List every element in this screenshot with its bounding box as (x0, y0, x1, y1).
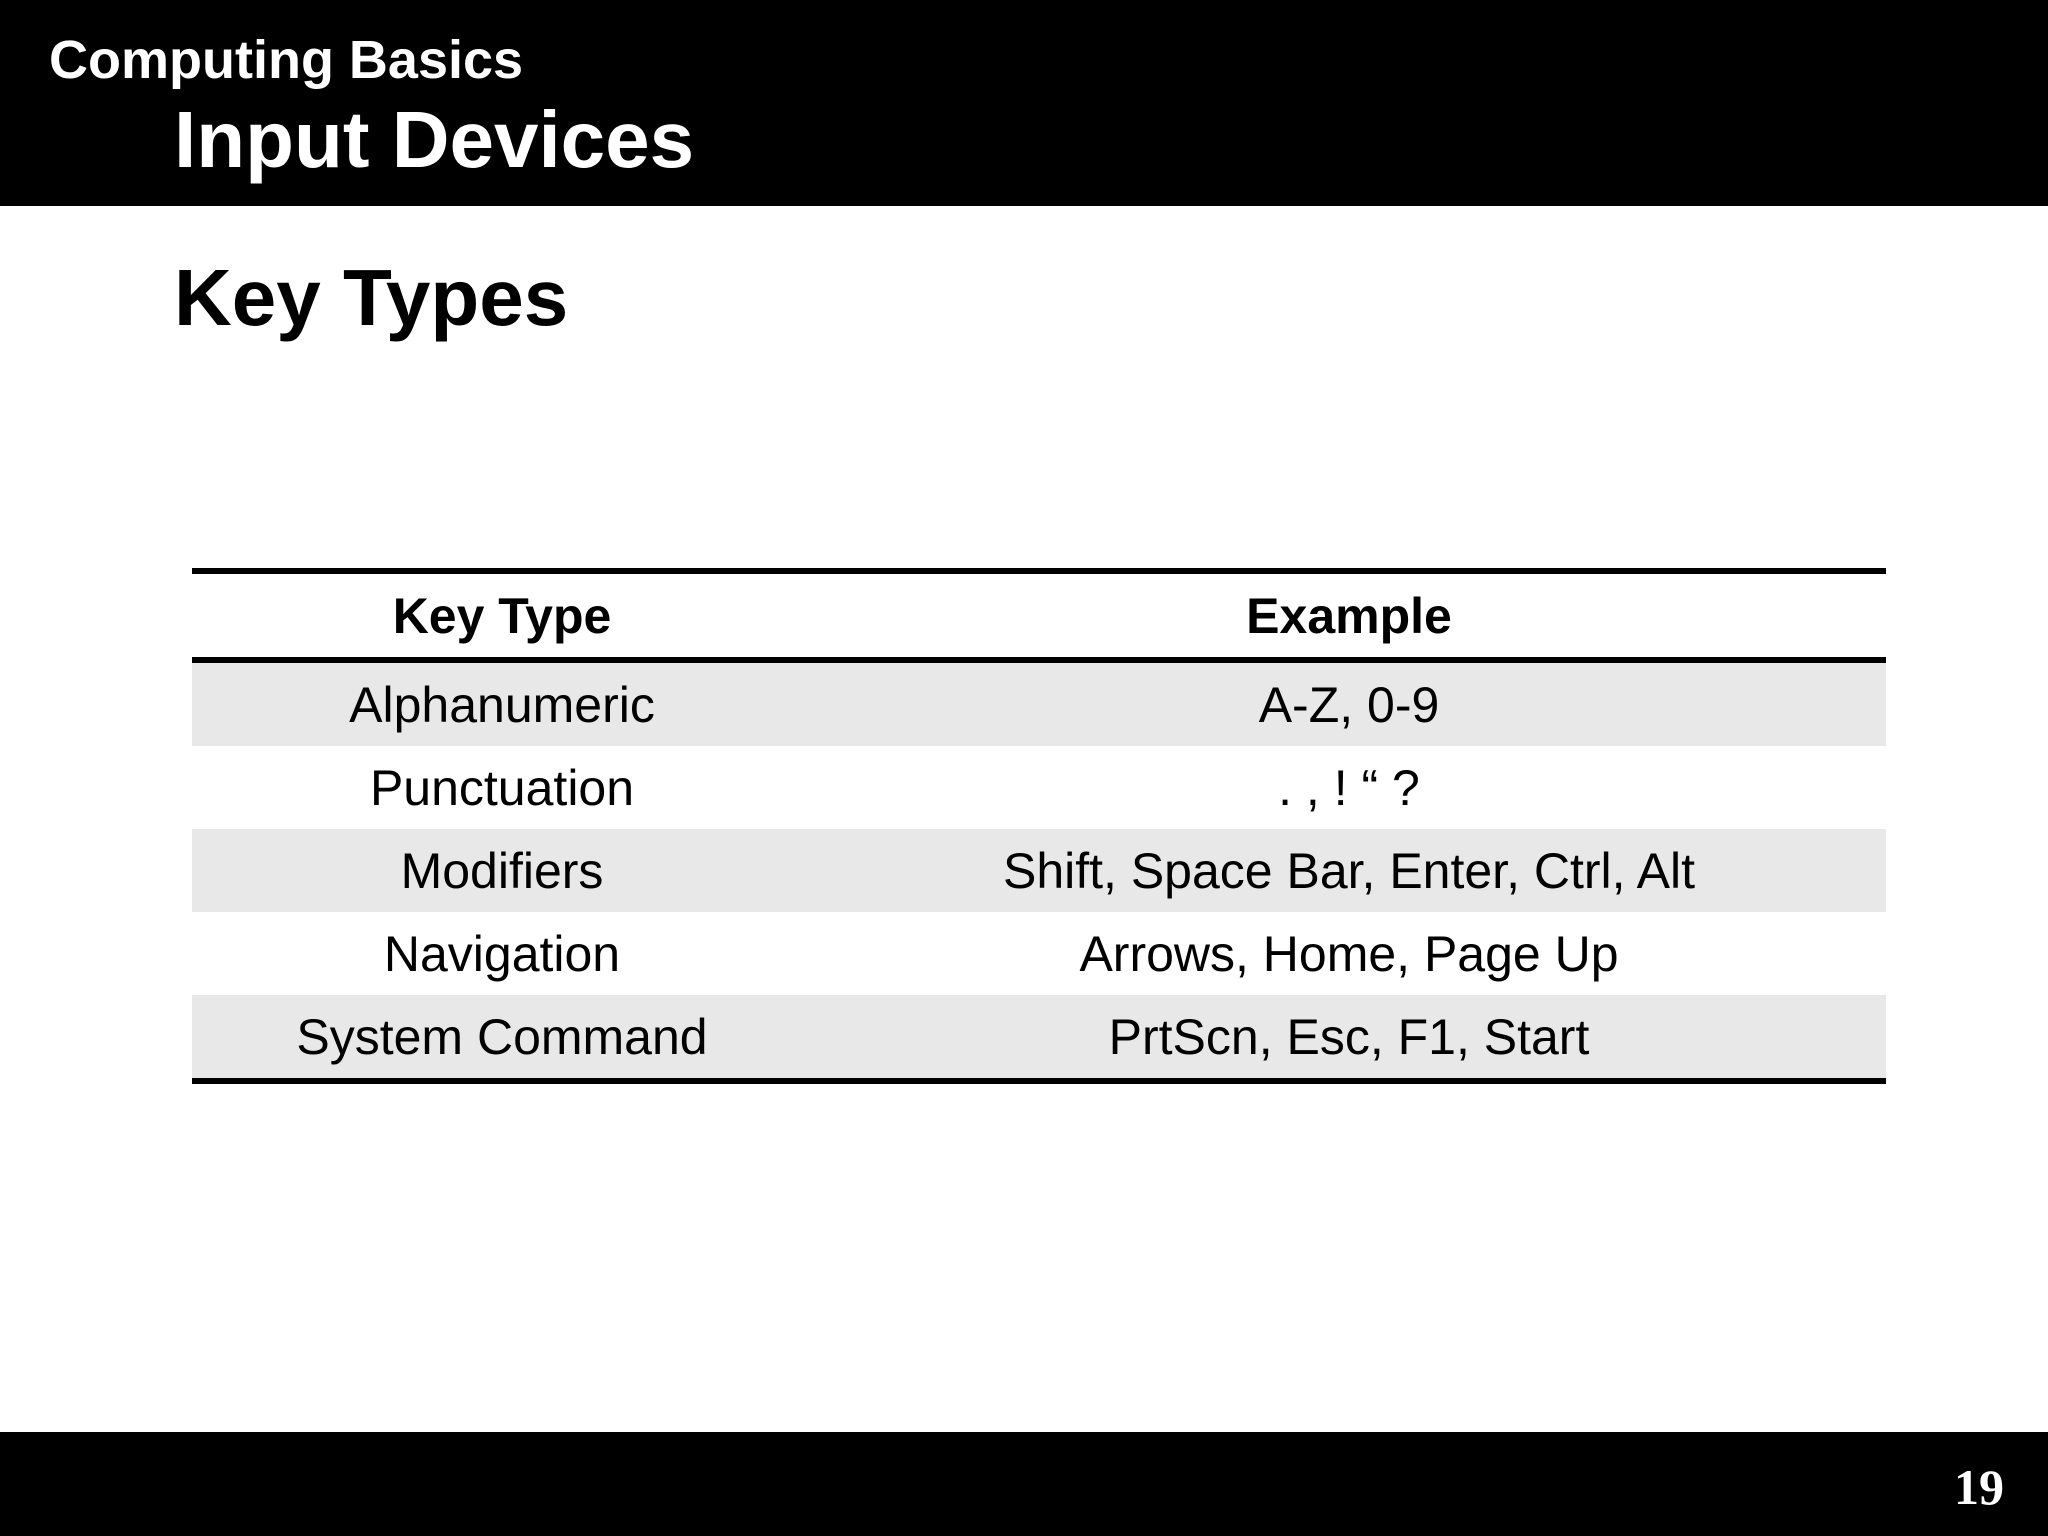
key-type-cell: Modifiers (400, 842, 604, 899)
table-row (192, 829, 1886, 912)
key-type-cell: Punctuation (369, 759, 635, 816)
example-cell: . , ! “ ? (1278, 759, 1420, 816)
section-title: Input Devices (174, 95, 695, 184)
column-header-key-type: Key Type (392, 587, 612, 644)
example-cell: Shift, Space Bar, Enter, Ctrl, Alt (1003, 842, 1695, 899)
header-bar (0, 0, 2048, 206)
key-types-table (192, 568, 1886, 1084)
table-row (192, 746, 1886, 829)
key-type-cell: Alphanumeric (349, 676, 655, 733)
column-header-example: Example (1246, 587, 1452, 644)
table-row (192, 912, 1886, 995)
example-cell: PrtScn, Esc, F1, Start (1108, 1008, 1590, 1065)
example-cell: Arrows, Home, Page Up (1079, 925, 1619, 982)
example-cell: A-Z, 0-9 (1258, 676, 1440, 733)
footer-bar (0, 1432, 2048, 1536)
table-row (192, 995, 1886, 1081)
table-row (192, 660, 1886, 746)
key-type-cell: Navigation (383, 925, 621, 982)
slide-heading: Key Types (174, 253, 569, 342)
course-title: Computing Basics (49, 30, 524, 90)
table-header-row (192, 571, 1886, 660)
page-number: 19 (1954, 1459, 2004, 1515)
key-type-cell: System Command (296, 1008, 708, 1065)
